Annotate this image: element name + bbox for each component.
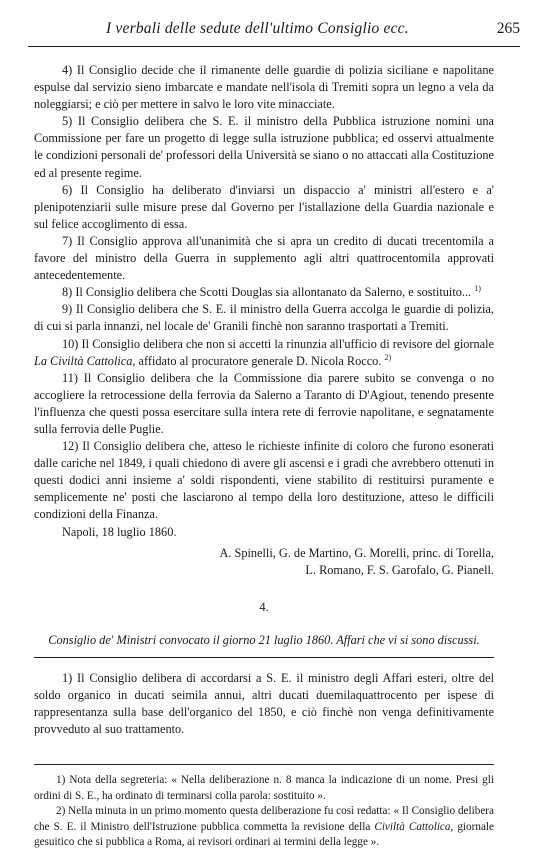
paragraph-10-text-b: , affidato al procuratore generale D. Nicola Rocco. [132, 353, 382, 368]
running-title: I verbali delle sedute dell'ultimo Consiglio ecc. [106, 20, 409, 37]
paragraph-11: 11) Il Consiglio delibera che la Commissione dia parere subito se convenga o no accogliere la retrocessione della ferrovia da Salerno a Taranto di D'Agiout, tenendo presente l'influenza che questi possa esercitare sulla intera rete di ferrovie napolitane, e segnatamente sulla ferrovia delle Puglie. [34, 370, 494, 436]
footnote-2-text-a: 2) Nella minuta in un primo momento questa deliberazione fu così redatta: « Il Consiglio delibera che S. E. il Ministro dell'Istruzione pubblica commetta la revisione della [34, 805, 494, 833]
section-paragraph-1: 1) Il Consiglio delibera di accordarsi a S. E. il ministro degli Affari esteri, oltre del soldo organico in ducati seimila annui, altri ducati duemilaquattrocento per ispese di rappresentanza sulla base dell'organico del 1850, e ciò finchè non venga definitivamente provveduto al suo trattamento. [34, 671, 494, 737]
paragraph-10 [34, 336, 494, 370]
footnote-2-text-b: , giornale gesuitico che si pubblica a Roma, ai revisori ordinari ai termini della legge ». [34, 820, 494, 849]
paragraph-9: 9) Il Consiglio delibera che S. E. il ministro della Guerra accolga le guardie di polizia, di cui si parla innanzi, nel locale de' Granili finchè non saranno trasportati a Tremiti. [34, 302, 494, 334]
paragraph-6: 6) Il Consiglio ha deliberato d'inviarsi un dispaccio a' ministri all'estero e a' plenipotenziarii sulle misure prese dal Governo per l'istallazione della Guardia nazionale e sul felice accoglimento di essa. [34, 182, 494, 231]
running-header [28, 16, 520, 47]
section-number: 4. [259, 599, 269, 614]
paragraph-12: 12) Il Consiglio delibera che, atteso le richieste infinite di coloro che furono esonerati dalle cariche nel 1849, i quali chiedono di avere gli ascensi e i gradi che avrebbero ottenuti in questi dodici anni insieme a' soldi rispondenti, viene stabilito di restituirsi puramente e semplicemente ne' posti che lasciarono al tempo della loro destituzione, atteso le difficili condizioni della Finanza. [34, 439, 494, 522]
footnote-divider [34, 764, 494, 765]
signatories [34, 545, 494, 579]
footnote-1: 1) Nota della segreteria: « Nella deliberazione n. 8 manca la indicazione di un nome. Presi gli ordini di S. E., ha ordinato di terminarsi colla parola: sostituito ». [34, 774, 494, 802]
paragraph-5: 5) Il Consiglio delibera che S. E. il ministro della Pubblica istruzione nomini una Commissione per fare un progetto di legge sulla istruzione pubblica; ed osservi attualmente le condizioni personali de' professori della Università se siano o no attaccati alla Costituzione ed al presente regime. [34, 114, 494, 180]
footnote-ref-2[interactable]: 2) [384, 352, 392, 362]
section-divider [34, 657, 494, 658]
signatories-line-1: A. Spinelli, G. de Martino, G. Morelli, princ. di Torella, [219, 545, 494, 560]
paragraph-10-text-a: 10) Il Consiglio delibera che non si accetti la rinunzia all'ufficio di revisore del giornale [62, 336, 494, 351]
paragraph-7: 7) Il Consiglio approva all'unanimità che si apra un credito di ducati trecentomila a favore del ministro della Guerra in supplemento agli altri quattrocentomila approvati antecedentemente. [34, 233, 494, 283]
document-body [34, 62, 494, 851]
date-line: Napoli, 18 luglio 1860. [62, 524, 177, 539]
paragraph-10-journal: La Civiltà Cattolica [34, 353, 133, 368]
footnotes [34, 773, 494, 851]
paragraph-8 [34, 284, 494, 301]
paragraph-4: 4) Il Consiglio decide che il rimanente delle guardie di polizia siciliane e napolitane espulse dal servizio sieno imbarcate e mandate nell'isola di Tremiti sopra un legno a vela da noleggiarsi; e ciò per mettere in salvo le loro vite minacciate. [34, 63, 494, 112]
paragraph-8-text: 8) Il Consiglio delibera che Scotti Douglas sia allontanato da Salerno, e sostituito... [62, 285, 472, 300]
footnote-2-journal: Civiltà Cattolica [374, 820, 451, 833]
section-title: Consiglio de' Ministri convocato il giorno 21 luglio 1860. Affari che vi si sono discussi. [48, 632, 480, 647]
footnote-ref-1[interactable]: 1) [474, 284, 481, 294]
signatories-line-2: L. Romano, F. S. Garofalo, G. Pianell. [305, 562, 494, 577]
page-number: 265 [496, 20, 520, 37]
